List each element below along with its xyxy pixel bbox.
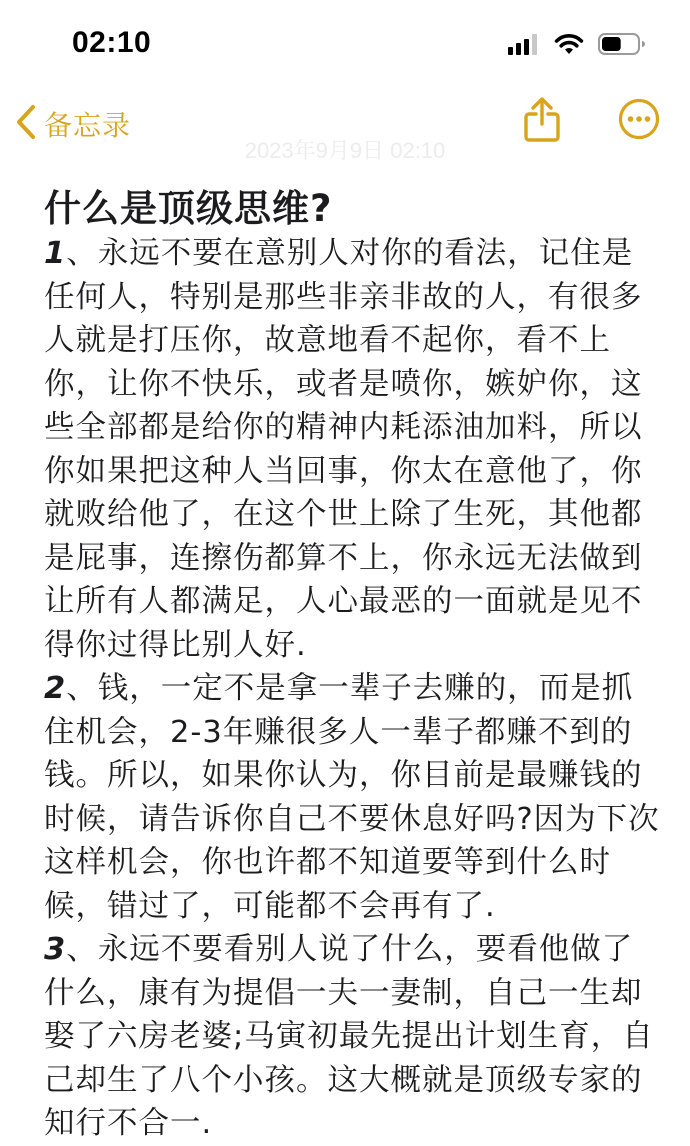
status-time: 02:10 [72,26,152,59]
note-body[interactable] [44,232,660,1146]
note-title[interactable]: 什么是顶级思维? [44,187,333,230]
paragraph-text: 、永远不要在意别人对你的看法，记住是任何人，特别是那些非亲非故的人，有很多人就是打压你，故意地看不起你，看不上你，让你不快乐，或者是喷你，嫉妒你，这些全部都是给你的精神内耗添油加料，所以你如果把这种人当回事，你太在意他了，你就败给他了，在这个世上除了生死，其他都是屁事，连擦伤都算不上，你永远无法做到让所有人都满足，人心最恶的一面就是见不得你过得比别人好. [44,236,643,663]
note-date: 2023年9月9日 02:10 [244,138,446,163]
paragraph-number: 1 [44,236,67,271]
paragraph-number: 3 [44,932,67,967]
battery-icon [598,32,646,60]
paragraph-text: 、永远不要看别人说了什么，要看他做了什么，康有为提倡一夫一妻制，自己一生却娶了六房老婆;马寅初最先提出计划生育，自己却生了八个小孩。这大概就是顶级专家的知行不合一. [44,932,654,1141]
status-bar [0,0,690,90]
note-paragraph-3 [44,928,660,1146]
back-label: 备忘录 [44,109,132,142]
note-paragraph-1 [44,232,660,667]
paragraph-number: 2 [44,671,67,706]
signal-icon [508,33,540,59]
note-paragraph-2 [44,667,660,928]
wifi-icon [554,33,584,59]
paragraph-text: 、钱，一定不是拿一辈子去赚的，而是抓住机会，2-3年赚很多人一辈子都赚不到的钱。所以，如果你认为，你目前是最赚钱的时候，请告诉你自己不要休息好吗?因为下次这样机会，你也许都不知道要等到什么时候，错过了，可能都不会再有了. [44,671,660,924]
status-icons [508,32,646,60]
